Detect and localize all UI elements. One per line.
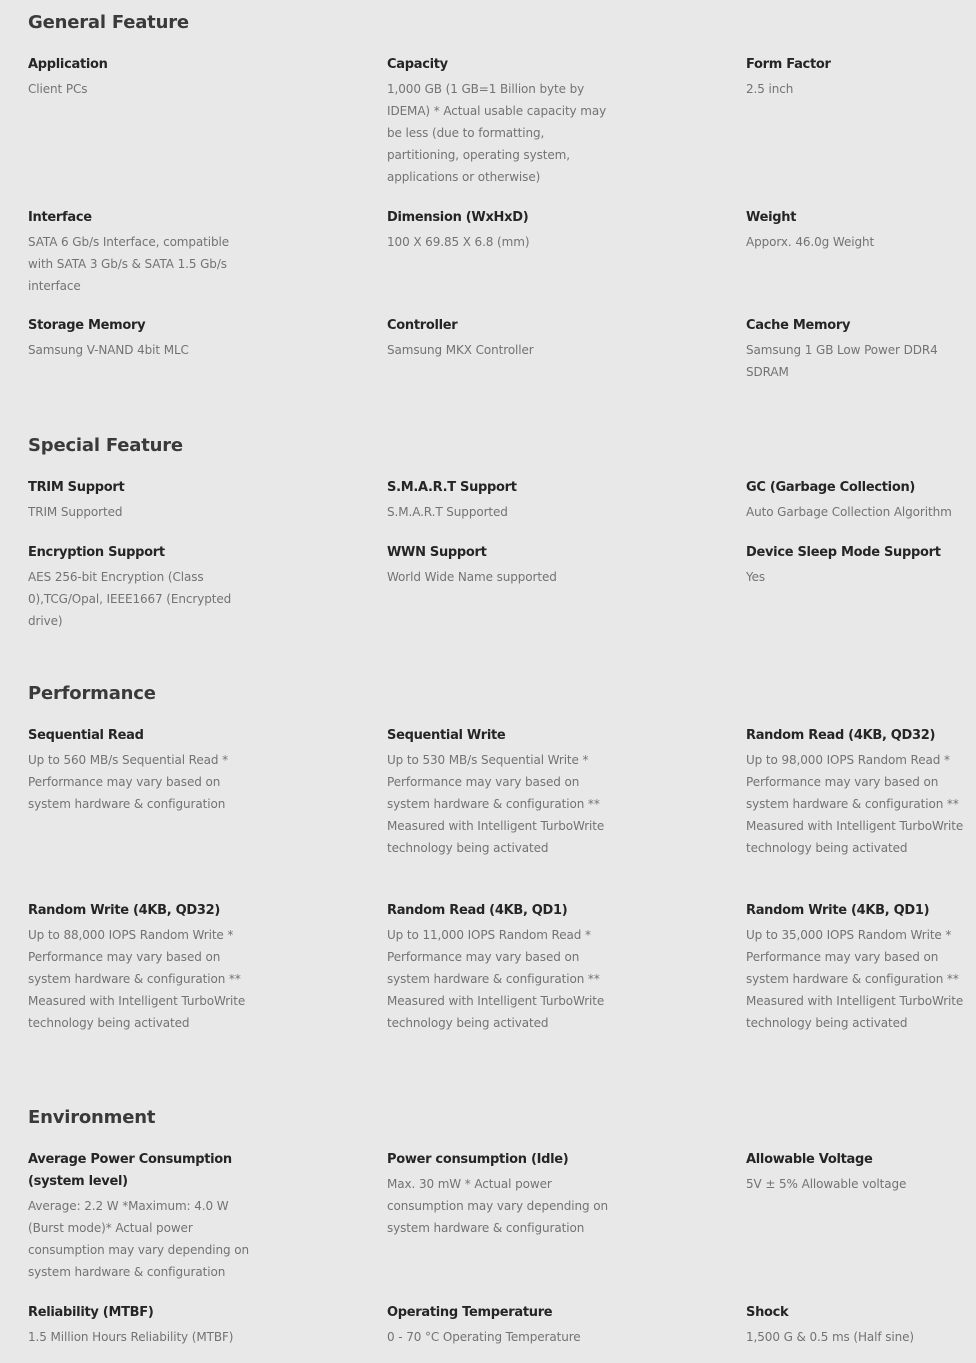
spec-value: Up to 88,000 IOPS Random Write * Performance may vary based on system hardware & configuration ** Measured with Intelligent TurboWrite technology being activated [28,928,246,1030]
spec-value: Up to 11,000 IOPS Random Read * Performance may vary based on system hardware & configuration ** Measured with Intelligent TurboWrite technology being activated [387,928,605,1030]
spec-value: Apporx. 46.0g Weight [746,235,875,249]
spec-controller [387,319,612,361]
spec-label: GC (Garbage Collection) [746,480,916,495]
spec-average-power [28,1153,258,1283]
spec-label: Operating Temperature [387,1305,553,1320]
spec-random-read-qd32 [746,729,971,859]
spec-device-sleep [746,546,971,588]
spec-value: Up to 530 MB/s Sequential Write * Performance may vary based on system hardware & configuration ** Measured with Intelligent TurboWrite technology being activated [387,753,605,855]
spec-label: Dimension (WxHxD) [387,210,529,225]
spec-value: 100 X 69.85 X 6.8 (mm) [387,235,530,249]
spec-label: Cache Memory [746,318,851,333]
spec-reliability [28,1306,253,1348]
section-title-general-feature: General Feature [28,12,189,33]
spec-value: S.M.A.R.T Supported [387,505,508,519]
spec-label: Reliability (MTBF) [28,1305,154,1320]
spec-sequential-write [387,729,612,859]
spec-label: Weight [746,210,797,225]
spec-interface [28,211,253,297]
spec-label: Random Write (4KB, QD32) [28,903,220,918]
spec-value: 1,000 GB (1 GB=1 Billion byte by IDEMA) * Actual usable capacity may be less (due to formatting, partitioning, operating system, applications or otherwise) [387,82,607,184]
spec-label: Random Read (4KB, QD1) [387,903,568,918]
spec-shock [746,1306,971,1348]
spec-garbage-collection [746,481,971,523]
spec-value: Samsung 1 GB Low Power DDR4 SDRAM [746,343,938,379]
spec-value: Yes [746,570,766,584]
spec-value: SATA 6 Gb/s Interface, compatible with SATA 3 Gb/s & SATA 1.5 Gb/s interface [28,235,230,293]
spec-value: 1.5 Million Hours Reliability (MTBF) [28,1330,234,1344]
spec-value: Max. 30 mW * Actual power consumption may vary depending on system hardware & configuration [387,1177,609,1235]
spec-label: WWN Support [387,545,487,560]
spec-label: Random Read (4KB, QD32) [746,728,936,743]
spec-allowable-voltage [746,1153,971,1195]
section-title-performance: Performance [28,683,156,704]
spec-label: Power consumption (Idle) [387,1152,569,1167]
spec-value: World Wide Name supported [387,570,557,584]
spec-operating-temperature [387,1306,612,1348]
spec-label: Random Write (4KB, QD1) [746,903,930,918]
section-title-special-feature: Special Feature [28,435,183,456]
spec-label: S.M.A.R.T Support [387,480,517,495]
spec-value: Samsung MKX Controller [387,343,534,357]
spec-value: 1,500 G & 0.5 ms (Half sine) [746,1330,914,1344]
spec-value: 0 - 70 °C Operating Temperature [387,1330,581,1344]
spec-sequential-read [28,729,253,815]
spec-trim-support [28,481,253,523]
spec-power-idle [387,1153,612,1239]
spec-value: Client PCs [28,82,88,96]
spec-label: Capacity [387,57,448,72]
spec-value: Up to 98,000 IOPS Random Read * Performance may vary based on system hardware & configuration ** Measured with Intelligent TurboWrite technology being activated [746,753,964,855]
spec-label: Device Sleep Mode Support [746,545,941,560]
spec-storage-memory [28,319,253,361]
spec-dimension [387,211,612,253]
spec-label: Controller [387,318,458,333]
spec-value: 2.5 inch [746,82,794,96]
spec-label: Storage Memory [28,318,146,333]
spec-label: Shock [746,1305,789,1320]
spec-label: TRIM Support [28,480,125,495]
section-title-environment: Environment [28,1107,156,1128]
spec-smart-support [387,481,612,523]
spec-value: Auto Garbage Collection Algorithm [746,505,952,519]
spec-value: TRIM Supported [28,505,123,519]
spec-application [28,58,253,100]
spec-label: Average Power Consumption (system level) [28,1152,232,1189]
spec-wwn-support [387,546,612,588]
spec-value: Samsung V-NAND 4bit MLC [28,343,189,357]
spec-cache-memory [746,319,971,383]
spec-label: Sequential Read [28,728,144,743]
spec-label: Interface [28,210,92,225]
spec-random-write-qd32 [28,904,253,1034]
spec-label: Encryption Support [28,545,165,560]
spec-form-factor [746,58,971,100]
spec-capacity [387,58,612,188]
spec-value: AES 256-bit Encryption (Class 0),TCG/Opal, IEEE1667 (Encrypted drive) [28,570,232,628]
spec-label: Application [28,57,108,72]
spec-encryption-support [28,546,253,632]
spec-label: Form Factor [746,57,831,72]
spec-label: Sequential Write [387,728,506,743]
spec-value: 5V ± 5% Allowable voltage [746,1177,907,1191]
spec-value: Average: 2.2 W *Maximum: 4.0 W (Burst mode)* Actual power consumption may vary depending on system hardware & configuration [28,1199,250,1279]
spec-random-write-qd1 [746,904,971,1034]
spec-label: Allowable Voltage [746,1152,873,1167]
spec-random-read-qd1 [387,904,612,1034]
spec-weight [746,211,971,253]
spec-value: Up to 560 MB/s Sequential Read * Performance may vary based on system hardware & configuration [28,753,229,811]
spec-value: Up to 35,000 IOPS Random Write * Performance may vary based on system hardware & configuration ** Measured with Intelligent TurboWrite technology being activated [746,928,964,1030]
